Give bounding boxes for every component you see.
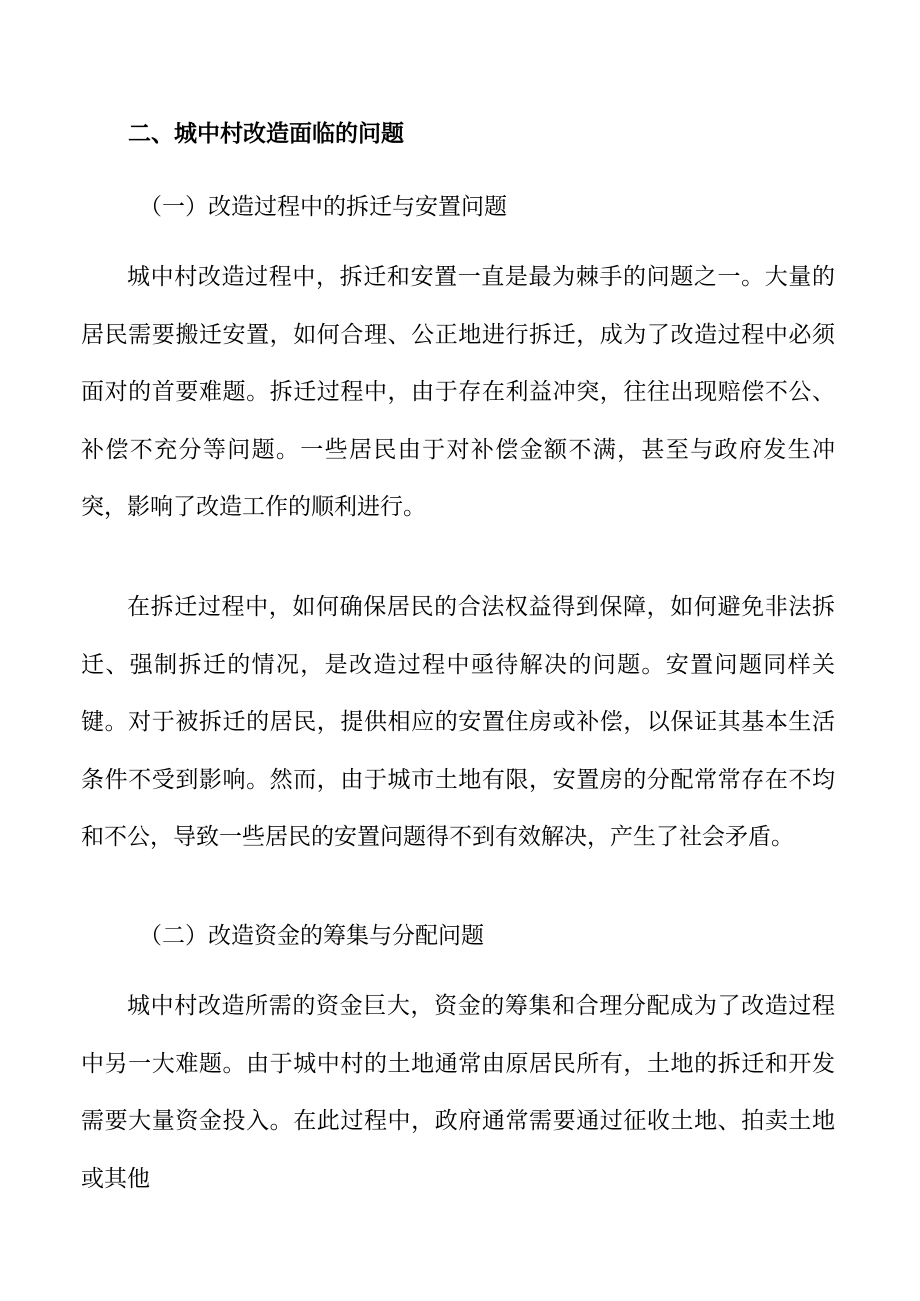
subsection-title-1: （一）改造过程中的拆迁与安置问题 (139, 194, 507, 220)
subsection-title-2: （二）改造资金的筹集与分配问题 (139, 923, 484, 949)
paragraph-2: 在拆迁过程中，如何确保居民的合法权益得到保障，如何避免非法拆迁、强制拆迁的情况，是改造过程中亟待解决的问题。安置问题同样关键。对于被拆迁的居民，提供相应的安置住房或补偿，以保证其基本生活条件不受到影响。然而，由于城市土地有限，安置房的分配常常存在不均和不公，导致一些居民的安置问题得不到有效解决，产生了社会矛盾。 (81, 594, 835, 850)
paragraph-1: 城中村改造过程中，拆迁和安置一直是最为棘手的问题之一。大量的居民需要搬迁安置，如何合理、公正地进行拆迁，成为了改造过程中必须面对的首要难题。拆迁过程中，由于存在利益冲突，往往出现赔偿不公、补偿不充分等问题。一些居民由于对补偿金额不满，甚至与政府发生冲突，影响了改造工作的顺利进行。 (81, 264, 835, 520)
section-heading: 二、城中村改造面临的问题 (128, 120, 404, 147)
paragraph-3: 城中村改造所需的资金巨大，资金的筹集和合理分配成为了改造过程中另一大难题。由于城中村的土地通常由原居民所有，土地的拆迁和开发需要大量资金投入。在此过程中，政府通常需要通过征收土地、拍卖土地或其他 (81, 993, 835, 1192)
